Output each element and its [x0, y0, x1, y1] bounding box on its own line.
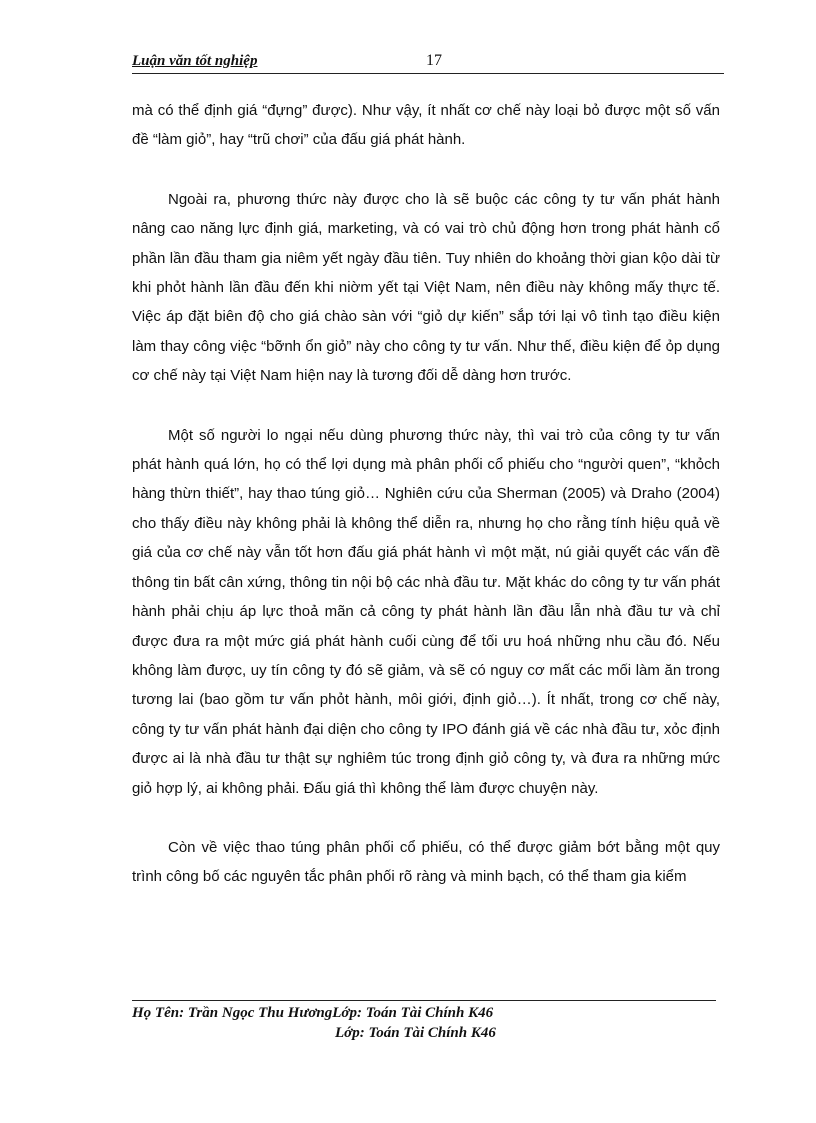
- header-title: Luận văn tốt nghiệp: [132, 53, 258, 69]
- paragraph: Còn về việc thao túng phân phối cổ phiếu, có thể được giảm bớt bằng một quy trình công bố các nguyên tắc phân phối rõ ràng và minh bạch, có thể tham gia kiểm: [132, 838, 720, 886]
- page-header: [132, 51, 724, 74]
- body-text: [132, 96, 720, 922]
- paragraph: Một số người lo ngại nếu dùng phương thức này, thì vai trò của công ty tư vấn phát hành quá lớn, họ có thể lợi dụng mà phân phối cổ phiếu cho “người quen”, “khỏch hàng thừn thiết”, hay thao túng giỏ… Nghiên cứu của Sherman (2005) và Draho (2004) cho thấy điều này không phải là không thể diễn ra, nhưng họ cho rằng tính hiệu quả về giá của cơ chế này vẫn tốt hơn đấu giá phát hành vì một mặt, nú giải quyết các vấn đề thông tin bất cân xứng, thông tin nội bộ các nhà đầu tư. Mặt khác do công ty tư vấn phát hành phải chịu áp lực thoả mãn cả công ty phát hành lần đầu lẫn nhà đầu tư và chỉ được đưa ra một mức giá phát hành cuối cùng để tối ưu hoá những nhu cầu đó. Nếu không làm được, uy tín công ty đó sẽ giảm, và sẽ có nguy cơ mất các mối làm ăn trong tương lai (bao gồm tư vấn phỏt hành, môi giới, định giỏ…). Ít nhất, trong cơ chế này, công ty tư vấn phát hành đại diện cho công ty IPO đánh giá về các nhà đầu tư, xỏc định được ai là nhà đầu tư thật sự nghiêm túc trong định giỏ công ty, và đưa ra những mức giỏ hợp lý, ai không phải. Đấu giá thì không thể làm được chuyện này.: [132, 426, 720, 797]
- footer-class-line: Lớp: Toán Tài Chính K46: [335, 1025, 496, 1041]
- footer-author-line: Họ Tên: Trần Ngọc Thu HươngLớp: Toán Tài Chính K46: [132, 1005, 494, 1021]
- paragraph: mà có thể định giá “đựng” được). Như vậy, ít nhất cơ chế này loại bỏ được một số vấn đề “làm giỏ”, hay “trũ chơi” của đấu giá phát hành.: [132, 102, 720, 149]
- footer-divider: [132, 1000, 716, 1001]
- page-number: 17: [426, 52, 442, 69]
- paragraph: Ngoài ra, phương thức này được cho là sẽ buộc các công ty tư vấn phát hành nâng cao năng lực định giá, marketing, và có vai trò chủ động hơn trong phát hành cổ phần lần đầu tham gia niêm yết ngày đầu tiên. Tuy nhiên do khoảng thời gian kộo dài từ khi phỏt hành lần đầu đến khi niờm yết tại Việt Nam, nên điều này không mấy thực tế. Việc áp đặt biên độ cho giá chào sàn với “giỏ dự kiến” sắp tới lại vô tình tạo điều kiện làm thay công việc “bỡnh ổn giỏ” này cho công ty tư vấn. Như thế, điều kiện để ỏp dụng cơ chế này tại Việt Nam hiện nay là tương đối dễ dàng hơn trước.: [132, 190, 720, 385]
